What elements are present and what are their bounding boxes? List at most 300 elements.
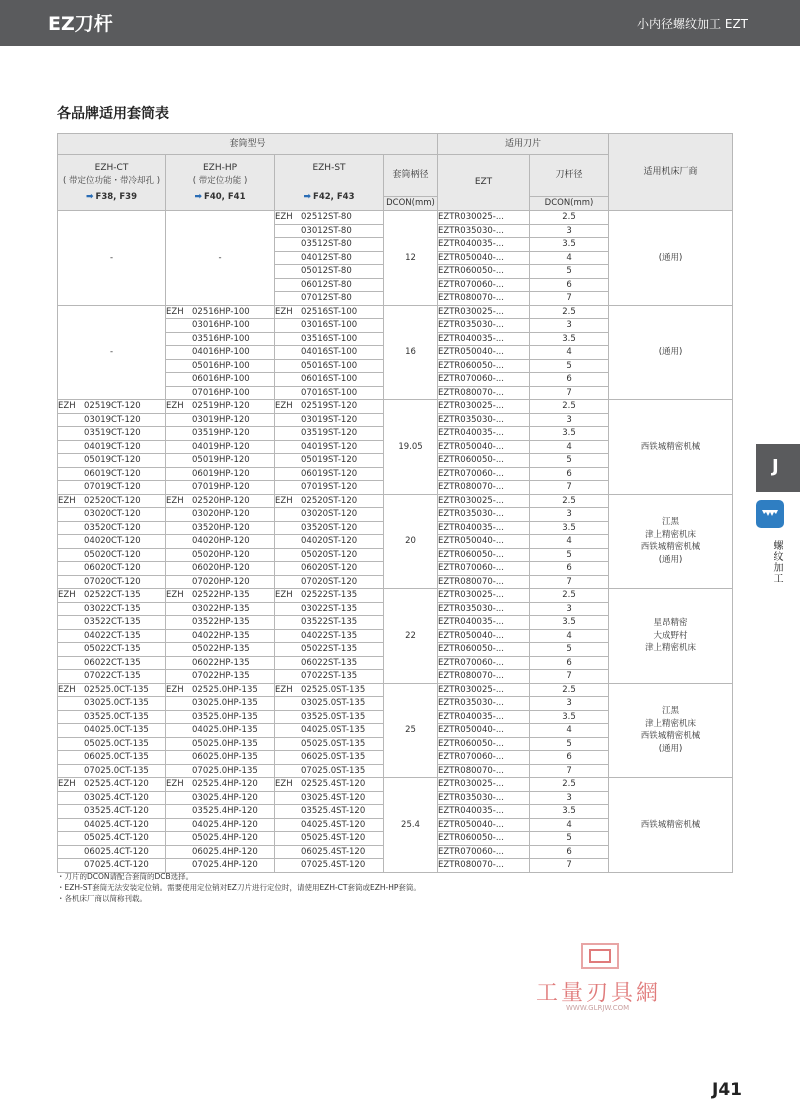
model-code: 05016HP-100 xyxy=(192,360,250,371)
model-code: 03019CT-120 xyxy=(84,414,141,425)
st-model-cell xyxy=(275,481,384,495)
header-tool-group: 适用刀片 xyxy=(438,134,609,155)
tool-dia-cell: 6 xyxy=(530,656,609,670)
model-code: 05022HP-135 xyxy=(192,644,250,654)
maker-name: 江黑 xyxy=(662,517,680,528)
footnotes xyxy=(57,871,421,904)
maker-cell xyxy=(609,683,733,778)
tool-dia-cell: 4 xyxy=(530,629,609,643)
table-row xyxy=(58,400,733,414)
ezt-insert-cell: EZTR070060-... xyxy=(438,562,530,576)
ezt-insert-cell: EZTR035030-... xyxy=(438,413,530,427)
model-code: 05020HP-120 xyxy=(192,549,250,560)
model-code: 04019HP-120 xyxy=(192,441,250,452)
model-prefix: EZH xyxy=(166,590,184,600)
maker-name: (通用) xyxy=(658,554,683,565)
ezt-insert-cell: EZTR030025-... xyxy=(438,494,530,508)
header-ezh-hp-name: EZH-HP xyxy=(202,162,238,173)
hp-model-cell xyxy=(166,656,275,670)
st-model-cell xyxy=(275,305,384,319)
chapter-tab[interactable] xyxy=(756,444,800,492)
model-code: 02516ST-100 xyxy=(301,306,358,317)
ezt-insert-cell: EZTR080070-... xyxy=(438,764,530,778)
model-prefix: EZH xyxy=(166,306,184,317)
tool-dia-cell: 6 xyxy=(530,373,609,387)
model-code: 03512ST-80 xyxy=(301,239,352,249)
tool-dia-cell: 5 xyxy=(530,737,609,751)
ezt-insert-cell: EZTR050040-... xyxy=(438,818,530,832)
page-title: EZ刀杆 xyxy=(48,13,113,35)
ct-model-cell xyxy=(58,508,166,522)
st-model-cell xyxy=(275,278,384,292)
model-code: 04016HP-100 xyxy=(192,347,250,357)
st-model-cell xyxy=(275,508,384,522)
hp-model-cell xyxy=(166,845,275,859)
model-code: 04012ST-80 xyxy=(301,252,352,263)
tool-dia-cell: 3.5 xyxy=(530,521,609,535)
hp-model-cell xyxy=(166,373,275,387)
model-code: 06016ST-100 xyxy=(301,374,358,384)
model-code: 05012ST-80 xyxy=(301,266,352,276)
model-prefix: EZH xyxy=(166,401,184,411)
model-code: 05019CT-120 xyxy=(84,455,141,465)
header-ezh-ct xyxy=(58,155,166,211)
model-code: 03522CT-135 xyxy=(84,617,141,627)
tool-dia-cell: 3 xyxy=(530,224,609,238)
ezt-insert-cell: EZTR050040-... xyxy=(438,346,530,360)
model-code: 05020CT-120 xyxy=(84,549,141,560)
ezt-insert-cell: EZTR050040-... xyxy=(438,535,530,549)
st-model-cell xyxy=(275,602,384,616)
tool-dia-cell: 4 xyxy=(530,818,609,832)
tool-dia-cell: 7 xyxy=(530,575,609,589)
model-code: 06025.0CT-135 xyxy=(84,752,149,762)
ezt-insert-cell: EZTR035030-... xyxy=(438,224,530,238)
ezt-insert-cell: EZTR035030-... xyxy=(438,319,530,333)
model-code: 07019HP-120 xyxy=(192,482,250,492)
tool-dia-cell: 2.5 xyxy=(530,778,609,792)
ct-model-cell xyxy=(58,710,166,724)
ct-model-cell xyxy=(58,724,166,738)
model-code: 05025.4HP-120 xyxy=(192,833,258,843)
ct-model-cell xyxy=(58,481,166,495)
model-prefix: EZH xyxy=(166,779,184,789)
model-prefix: EZH xyxy=(275,212,293,222)
ezt-insert-cell: EZTR040035-... xyxy=(438,805,530,819)
ct-model-cell xyxy=(58,697,166,711)
hp-model-cell xyxy=(166,548,275,562)
model-code: 04022ST-135 xyxy=(301,630,358,641)
st-model-cell xyxy=(275,548,384,562)
model-code: 03520HP-120 xyxy=(192,522,250,533)
model-code: 06020ST-120 xyxy=(301,563,358,573)
hp-model-cell xyxy=(166,724,275,738)
model-code: 05020ST-120 xyxy=(301,549,358,560)
maker-name: 西铁城精密机械 xyxy=(640,819,701,830)
maker-cell xyxy=(609,589,733,684)
maker-name: 星昂精密 xyxy=(653,618,688,628)
ezt-insert-cell: EZTR040035-... xyxy=(438,332,530,346)
ezt-insert-cell: EZTR080070-... xyxy=(438,292,530,306)
model-code: 03025.4HP-120 xyxy=(192,792,258,803)
ct-model-cell xyxy=(58,791,166,805)
st-model-cell xyxy=(275,845,384,859)
hp-model-cell xyxy=(166,764,275,778)
hp-model-cell xyxy=(166,413,275,427)
hp-model-cell xyxy=(166,305,275,319)
st-model-cell xyxy=(275,238,384,252)
st-model-cell xyxy=(275,778,384,792)
st-model-cell xyxy=(275,724,384,738)
model-code: 02525.4HP-120 xyxy=(192,779,258,789)
hp-model-cell xyxy=(166,346,275,360)
model-code: 07020CT-120 xyxy=(84,576,141,587)
tool-dia-cell: 3.5 xyxy=(530,427,609,441)
hp-model-cell xyxy=(166,859,275,873)
st-model-cell xyxy=(275,211,384,225)
ct-model-cell xyxy=(58,400,166,414)
ezt-insert-cell: EZTR030025-... xyxy=(438,211,530,225)
hp-model-cell xyxy=(166,697,275,711)
ezt-insert-cell: EZTR040035-... xyxy=(438,521,530,535)
tool-dia-cell: 2.5 xyxy=(530,589,609,603)
ezt-insert-cell: EZTR060050-... xyxy=(438,454,530,468)
model-code: 04019ST-120 xyxy=(301,441,358,452)
tool-dia-cell: 3.5 xyxy=(530,805,609,819)
maker-cell xyxy=(609,494,733,589)
tool-dia-cell: 3.5 xyxy=(530,238,609,252)
ezt-insert-cell: EZTR060050-... xyxy=(438,643,530,657)
hp-model-cell xyxy=(166,670,275,684)
st-page-ref-link[interactable]: ➡ F42, F43 xyxy=(303,191,355,202)
maker-name: 津上精密机床 xyxy=(645,718,697,729)
st-model-cell xyxy=(275,629,384,643)
tool-dia-cell: 3.5 xyxy=(530,332,609,346)
hp-model-cell xyxy=(166,386,275,400)
ezt-insert-cell: EZTR030025-... xyxy=(438,683,530,697)
model-code: 03020ST-120 xyxy=(301,509,358,519)
model-code: 07025.4CT-120 xyxy=(84,860,149,870)
st-model-cell xyxy=(275,751,384,765)
model-code: 04025.4HP-120 xyxy=(192,819,258,830)
tool-dia-cell: 5 xyxy=(530,359,609,373)
maker-name: 西铁城精密机械 xyxy=(640,441,701,452)
ezt-insert-cell: EZTR060050-... xyxy=(438,548,530,562)
model-code: 02525.4CT-120 xyxy=(84,779,149,789)
st-model-cell xyxy=(275,737,384,751)
watermark-text: 工量刃具網 xyxy=(536,981,662,1006)
hp-model-cell xyxy=(166,832,275,846)
model-code: 07022CT-135 xyxy=(84,671,141,681)
ct-model-cell xyxy=(58,562,166,576)
model-code: 03019HP-120 xyxy=(192,414,250,425)
tool-dia-cell: 6 xyxy=(530,278,609,292)
maker-cell xyxy=(609,305,733,400)
model-code: 07019CT-120 xyxy=(84,482,141,492)
model-code: 06025.4CT-120 xyxy=(84,846,149,857)
model-code: 06012ST-80 xyxy=(301,279,352,290)
st-model-cell xyxy=(275,427,384,441)
table-row xyxy=(58,305,733,319)
tool-dia-cell: 3.5 xyxy=(530,710,609,724)
model-code: 03519ST-120 xyxy=(301,428,358,438)
model-code: 04020CT-120 xyxy=(84,536,141,546)
ct-model-cell xyxy=(58,818,166,832)
model-code: 07022ST-135 xyxy=(301,671,358,681)
model-code: 02525.0CT-135 xyxy=(84,684,149,695)
tool-dia-cell: 6 xyxy=(530,562,609,576)
model-code: 03025.0CT-135 xyxy=(84,698,149,708)
table-row xyxy=(58,778,733,792)
ezt-insert-cell: EZTR040035-... xyxy=(438,238,530,252)
model-code: 06019ST-120 xyxy=(301,468,358,479)
model-code: 06025.4HP-120 xyxy=(192,846,258,857)
ezt-insert-cell: EZTR070060-... xyxy=(438,467,530,481)
model-code: 05025.0ST-135 xyxy=(301,738,366,749)
model-code: 03525.0HP-135 xyxy=(192,711,258,722)
tool-dia-cell: 6 xyxy=(530,845,609,859)
table-row xyxy=(58,494,733,508)
ct-model-cell xyxy=(58,616,166,630)
st-model-cell xyxy=(275,575,384,589)
model-code: 02519CT-120 xyxy=(84,401,141,411)
st-model-cell xyxy=(275,400,384,414)
model-code: 07025.0ST-135 xyxy=(301,765,366,776)
model-code: 05022ST-135 xyxy=(301,644,358,654)
hp-model-cell xyxy=(166,643,275,657)
ct-empty-cell: - xyxy=(58,305,166,400)
page-number: J41 xyxy=(712,1080,742,1100)
header-maker: 适用机床厂商 xyxy=(609,134,733,211)
tool-dia-cell: 3 xyxy=(530,697,609,711)
hp-model-cell xyxy=(166,535,275,549)
model-prefix: EZH xyxy=(166,495,184,506)
st-model-cell xyxy=(275,494,384,508)
hp-model-cell xyxy=(166,562,275,576)
header-ezh-ct-sub: ( 带定位功能・带冷却孔 ) xyxy=(62,175,161,186)
ezt-insert-cell: EZTR030025-... xyxy=(438,589,530,603)
model-code: 06016HP-100 xyxy=(192,374,250,384)
tool-dia-cell: 5 xyxy=(530,832,609,846)
ct-model-cell xyxy=(58,683,166,697)
tool-dia-cell: 7 xyxy=(530,292,609,306)
hp-model-cell xyxy=(166,521,275,535)
maker-name: 西铁城精密机械 xyxy=(640,731,701,742)
maker-name: (通用) xyxy=(658,252,683,263)
ct-empty-cell: - xyxy=(58,211,166,306)
model-code: 03519HP-120 xyxy=(192,428,250,438)
header-ezh-hp xyxy=(166,155,275,211)
maker-name: (通用) xyxy=(658,743,683,754)
ct-model-cell xyxy=(58,670,166,684)
ezt-insert-cell: EZTR070060-... xyxy=(438,278,530,292)
st-model-cell xyxy=(275,346,384,360)
model-code: 03525.0ST-135 xyxy=(301,711,366,722)
st-model-cell xyxy=(275,251,384,265)
st-model-cell xyxy=(275,265,384,279)
model-code: 02522CT-135 xyxy=(84,590,141,600)
model-code: 04016ST-100 xyxy=(301,347,358,357)
model-code: 02520HP-120 xyxy=(192,495,250,506)
model-code: 03019ST-120 xyxy=(301,414,358,425)
st-model-cell xyxy=(275,589,384,603)
tool-dia-cell: 3 xyxy=(530,319,609,333)
tool-dia-cell: 7 xyxy=(530,859,609,873)
ct-model-cell xyxy=(58,764,166,778)
maker-cell xyxy=(609,400,733,495)
ct-model-cell xyxy=(58,521,166,535)
model-code: 03022CT-135 xyxy=(84,603,141,614)
model-code: 03516HP-100 xyxy=(192,333,250,344)
hp-model-cell xyxy=(166,508,275,522)
hp-model-cell xyxy=(166,440,275,454)
ezt-insert-cell: EZTR040035-... xyxy=(438,710,530,724)
model-code: 06025.0HP-135 xyxy=(192,752,258,762)
model-code: 06020CT-120 xyxy=(84,563,141,573)
model-code: 04025.0ST-135 xyxy=(301,725,366,735)
ezt-insert-cell: EZTR050040-... xyxy=(438,629,530,643)
model-code: 03525.4CT-120 xyxy=(84,806,149,816)
chapter-tab-letter: J xyxy=(772,456,779,477)
model-prefix: EZH xyxy=(58,684,76,695)
model-code: 02519HP-120 xyxy=(192,401,250,411)
st-model-cell xyxy=(275,386,384,400)
section-title: 各品牌适用套筒表 xyxy=(57,106,169,122)
tool-dia-cell: 2.5 xyxy=(530,305,609,319)
model-code: 05022CT-135 xyxy=(84,644,141,654)
tool-dia-cell: 3 xyxy=(530,413,609,427)
model-prefix: EZH xyxy=(275,306,293,317)
ezt-insert-cell: EZTR070060-... xyxy=(438,656,530,670)
model-code: 04025.4CT-120 xyxy=(84,819,149,830)
model-code: 04020HP-120 xyxy=(192,536,250,546)
model-code: 02512ST-80 xyxy=(301,212,352,222)
ct-model-cell xyxy=(58,535,166,549)
ct-model-cell xyxy=(58,427,166,441)
model-code: 04022HP-135 xyxy=(192,630,250,641)
ct-model-cell xyxy=(58,467,166,481)
glrjw-logo xyxy=(580,942,620,970)
model-code: 05025.0CT-135 xyxy=(84,738,149,749)
model-code: 03516ST-100 xyxy=(301,333,358,344)
model-code: 07016ST-100 xyxy=(301,387,358,398)
model-code: 07020ST-120 xyxy=(301,576,358,587)
model-code: 02525.0ST-135 xyxy=(301,684,366,695)
model-code: 02520ST-120 xyxy=(301,495,358,506)
footnote: ・刀片的DCON请配合套筒的DCB选择。 xyxy=(57,872,194,881)
model-code: 04022CT-135 xyxy=(84,630,141,641)
table-row xyxy=(58,211,733,225)
chapter-title: 小内径螺纹加工 EZT xyxy=(637,17,748,31)
ezt-insert-cell: EZTR030025-... xyxy=(438,400,530,414)
hp-model-cell xyxy=(166,467,275,481)
model-code: 03016HP-100 xyxy=(192,320,250,330)
maker-name: 大成野村 xyxy=(653,630,688,641)
shank-dia-cell: 22 xyxy=(384,589,438,684)
header-sleeve-group: 套筒型号 xyxy=(58,134,438,155)
hp-model-cell xyxy=(166,616,275,630)
hp-model-cell xyxy=(166,494,275,508)
model-code: 07025.4ST-120 xyxy=(301,860,366,870)
watermark-url: WWW.GLRJW.COM xyxy=(566,1004,630,1012)
tool-dia-cell: 2.5 xyxy=(530,400,609,414)
tool-dia-cell: 6 xyxy=(530,467,609,481)
model-code: 02516HP-100 xyxy=(192,306,250,317)
arrow-right-icon: ➡ xyxy=(194,191,203,202)
header-tool-dia: 刀杆径 xyxy=(530,155,609,197)
st-model-cell xyxy=(275,805,384,819)
st-model-cell xyxy=(275,764,384,778)
model-code: 07025.0HP-135 xyxy=(192,765,258,776)
model-code: 03025.0ST-135 xyxy=(301,698,366,708)
ct-model-cell xyxy=(58,629,166,643)
st-model-cell xyxy=(275,670,384,684)
hp-model-cell xyxy=(166,575,275,589)
model-code: 05025.4CT-120 xyxy=(84,833,149,843)
model-code: 03522HP-135 xyxy=(192,617,250,627)
maker-name: (通用) xyxy=(658,347,683,357)
header-shank-dia: 套筒柄径 xyxy=(384,155,438,197)
table-row xyxy=(58,589,733,603)
ezt-insert-cell: EZTR060050-... xyxy=(438,265,530,279)
header-ezh-ct-name: EZH-CT xyxy=(94,162,129,173)
ezt-insert-cell: EZTR035030-... xyxy=(438,791,530,805)
model-code: 05025.4ST-120 xyxy=(301,833,366,843)
ezt-insert-cell: EZTR030025-... xyxy=(438,778,530,792)
model-code: 05016ST-100 xyxy=(301,360,358,371)
st-model-cell xyxy=(275,521,384,535)
shank-dia-cell: 25 xyxy=(384,683,438,778)
page-header xyxy=(0,0,800,46)
table-row xyxy=(58,683,733,697)
ezt-insert-cell: EZTR050040-... xyxy=(438,251,530,265)
st-model-cell xyxy=(275,616,384,630)
ct-model-cell xyxy=(58,494,166,508)
header-ezh-st xyxy=(275,155,384,211)
st-model-cell xyxy=(275,454,384,468)
hp-page-ref-link[interactable]: ➡ F40, F41 xyxy=(194,191,246,202)
watermark xyxy=(536,940,686,1020)
hp-model-cell xyxy=(166,778,275,792)
hp-model-cell xyxy=(166,332,275,346)
tool-dia-cell: 4 xyxy=(530,724,609,738)
hp-model-cell xyxy=(166,791,275,805)
model-prefix: EZH xyxy=(58,590,76,600)
header-ezh-hp-sub: ( 带定位功能 ) xyxy=(192,175,248,186)
hp-model-cell xyxy=(166,400,275,414)
tool-dia-cell: 3 xyxy=(530,508,609,522)
hp-model-cell xyxy=(166,683,275,697)
model-prefix: EZH xyxy=(275,401,293,411)
st-model-cell xyxy=(275,791,384,805)
hp-model-cell xyxy=(166,629,275,643)
st-model-cell xyxy=(275,292,384,306)
st-model-cell xyxy=(275,562,384,576)
model-code: 04020ST-120 xyxy=(301,536,358,546)
hp-model-cell xyxy=(166,751,275,765)
ct-page-ref-link[interactable]: ➡ F38, F39 xyxy=(85,191,137,202)
ezt-insert-cell: EZTR070060-... xyxy=(438,373,530,387)
model-prefix: EZH xyxy=(58,779,76,789)
hp-empty-cell: - xyxy=(166,211,275,306)
maker-name: 津上精密机床 xyxy=(645,529,697,540)
model-code: 03520ST-120 xyxy=(301,522,358,533)
model-code: 06022ST-135 xyxy=(301,657,358,668)
model-code: 02525.4ST-120 xyxy=(301,779,366,789)
ezt-insert-cell: EZTR040035-... xyxy=(438,616,530,630)
tool-dia-cell: 4 xyxy=(530,535,609,549)
hp-model-cell xyxy=(166,454,275,468)
